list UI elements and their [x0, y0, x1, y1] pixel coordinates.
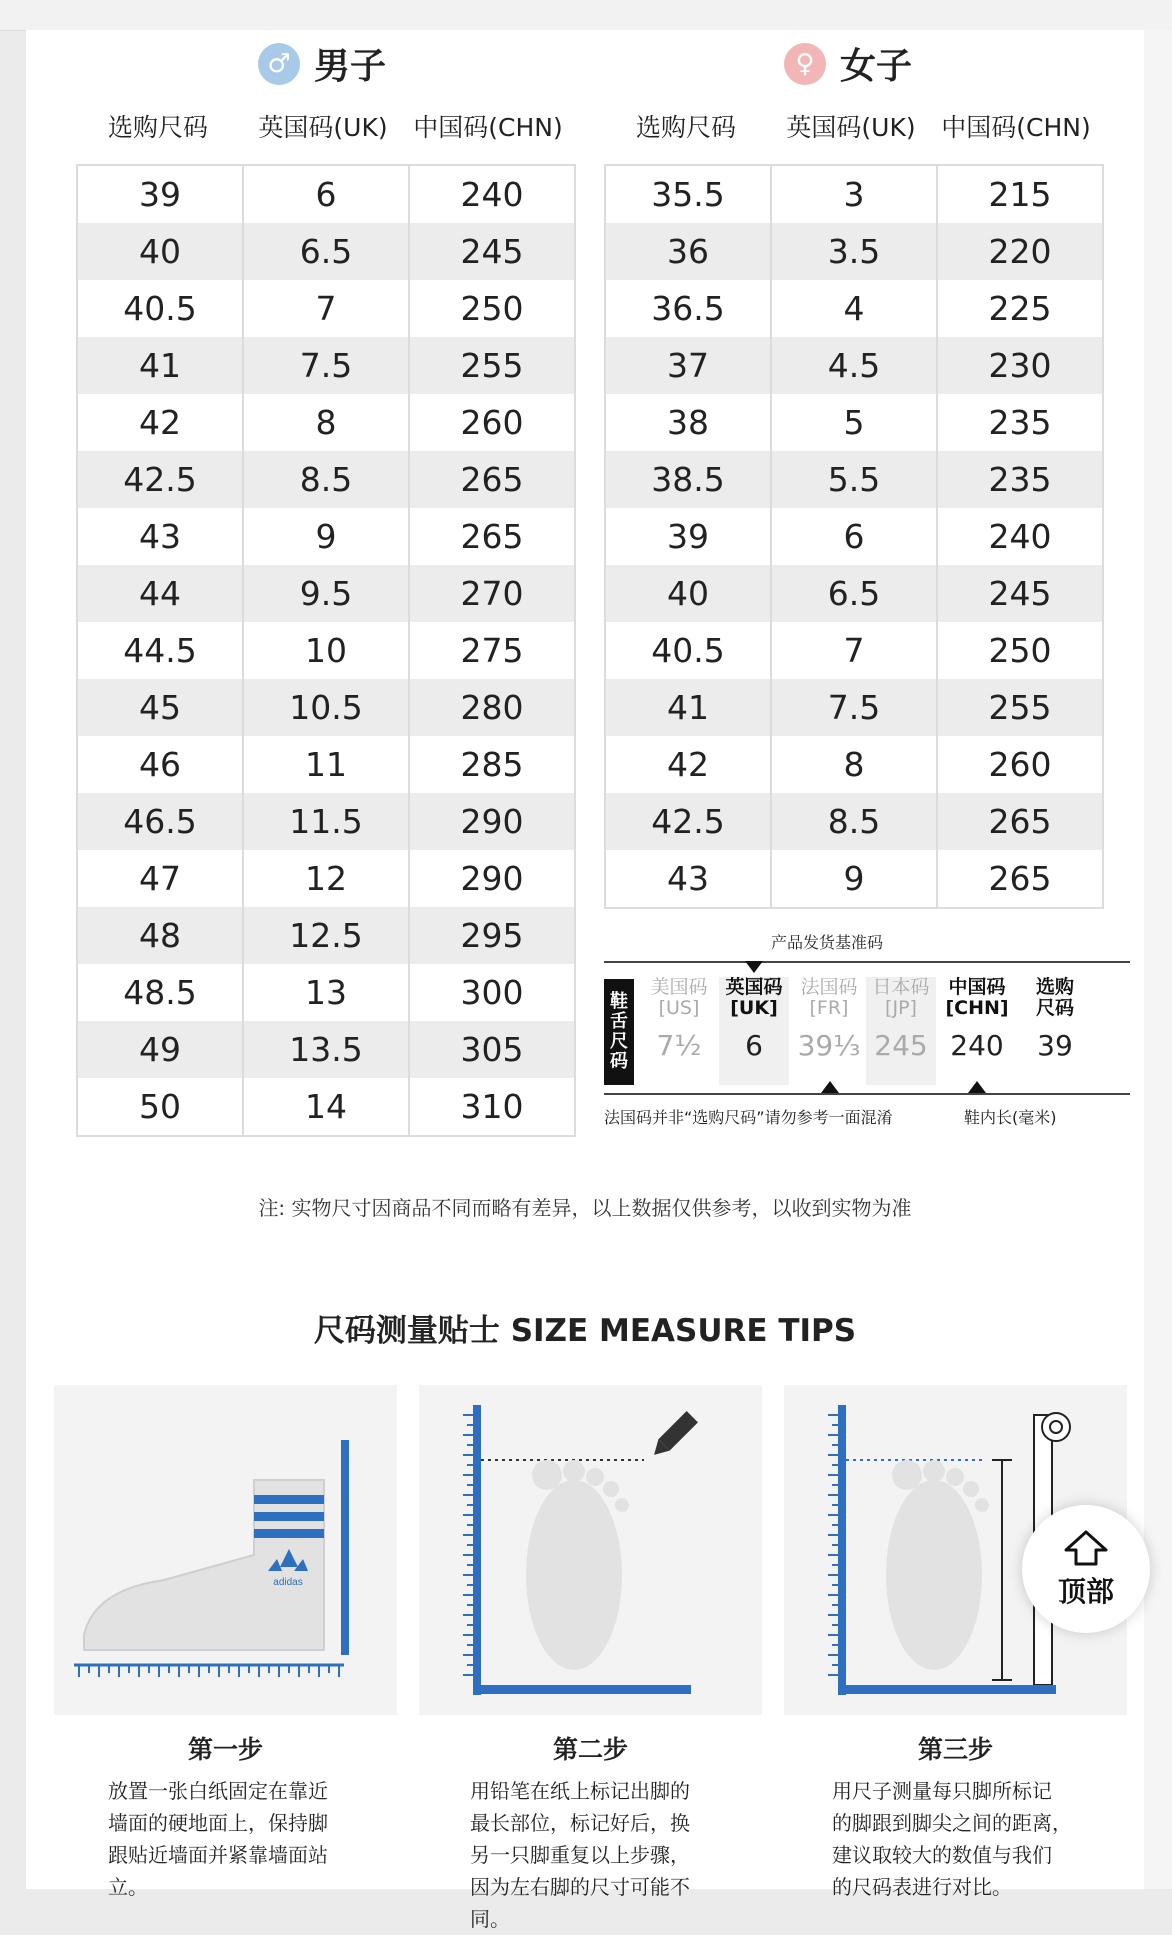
- table-cell: 7.5: [243, 337, 409, 394]
- table-cell: 9: [243, 508, 409, 565]
- label-note-fr: 法国码并非“选购尺码”请勿参考一面混淆: [604, 1108, 893, 1127]
- table-cell: 41: [77, 337, 243, 394]
- table-cell: 4.5: [771, 337, 937, 394]
- table-cell: 49: [77, 1021, 243, 1078]
- table-cell: 10.5: [243, 679, 409, 736]
- table-row: [77, 451, 575, 508]
- table-cell: 265: [409, 451, 575, 508]
- table-cell: 245: [409, 223, 575, 280]
- women-col-header: 英国码(UK): [786, 113, 916, 142]
- label-col-us: 美国码 [US] 7½: [650, 976, 708, 1062]
- table-cell: 5: [771, 394, 937, 451]
- table-cell: 41: [605, 679, 771, 736]
- table-row: [605, 793, 1103, 850]
- women-size-table: [604, 164, 1104, 909]
- women-col-header: 选购尺码: [635, 113, 736, 142]
- table-row: [605, 451, 1103, 508]
- table-row: [605, 736, 1103, 793]
- table-cell: 7.5: [771, 679, 937, 736]
- table-cell: 38: [605, 394, 771, 451]
- table-cell: 43: [605, 850, 771, 908]
- men-col-header: 中国码(CHN): [413, 113, 563, 142]
- table-cell: 3.5: [771, 223, 937, 280]
- men-size-table: [76, 164, 576, 1137]
- table-cell: 255: [409, 337, 575, 394]
- table-cell: 12.5: [243, 907, 409, 964]
- table-cell: 235: [988, 403, 1052, 442]
- label-col-jp: 日本码 [JP] 245: [866, 977, 936, 1085]
- table-cell: 39: [605, 508, 771, 565]
- table-row: [77, 223, 575, 280]
- table-row: [77, 1078, 575, 1136]
- tips-title: 尺码测量贴士 SIZE MEASURE TIPS: [313, 1313, 857, 1349]
- table-row: [77, 793, 575, 850]
- step-2-title: 第二步: [552, 1735, 628, 1764]
- table-cell: 48: [77, 907, 243, 964]
- table-row: [605, 850, 1103, 908]
- table-row: [605, 565, 1103, 622]
- table-cell: 250: [988, 631, 1052, 670]
- table-cell: 14: [243, 1078, 409, 1136]
- table-row: [605, 337, 1103, 394]
- table-row: [77, 508, 575, 565]
- men-col-header: 选购尺码: [107, 113, 208, 142]
- table-cell: 245: [937, 565, 1103, 622]
- table-cell: 220: [937, 223, 1103, 280]
- table-cell: 300: [460, 973, 524, 1012]
- table-cell: 6.5: [243, 223, 409, 280]
- table-cell: 285: [460, 745, 524, 784]
- table-cell: 45: [77, 679, 243, 736]
- table-cell: 215: [988, 175, 1052, 214]
- men-col-header: 英国码(UK): [258, 113, 388, 142]
- table-cell: 13: [243, 964, 409, 1021]
- table-cell: 35.5: [605, 165, 771, 223]
- women-title: 女子: [840, 46, 913, 87]
- step-2-illustration: [419, 1385, 762, 1715]
- table-row: [605, 508, 1103, 565]
- label-col-chn: 中国码 [CHN] 240: [945, 976, 1009, 1062]
- table-cell: 240: [460, 175, 524, 214]
- table-cell: 11: [243, 736, 409, 793]
- label-side-tag: 鞋 舌 尺 码: [604, 979, 634, 1085]
- foot-against-wall-icon: [54, 1385, 397, 1715]
- table-cell: 6: [771, 508, 937, 565]
- table-cell: 12: [243, 850, 409, 907]
- table-cell: 10: [243, 622, 409, 679]
- step-3-title: 第三步: [917, 1735, 993, 1764]
- men-column-headers: [76, 108, 570, 144]
- table-row: [605, 280, 1103, 337]
- table-cell: 36: [605, 223, 771, 280]
- table-cell: 250: [460, 289, 524, 328]
- table-cell: 40: [605, 565, 771, 622]
- sock-brand-text: adidas: [273, 1577, 303, 1588]
- chn-pointer-icon: [968, 1081, 986, 1093]
- table-cell: 46.5: [77, 793, 243, 850]
- label-title: 产品发货基准码: [770, 933, 883, 952]
- table-cell: 42: [77, 394, 243, 451]
- table-row: [77, 394, 575, 451]
- table-cell: 3: [771, 165, 937, 223]
- table-cell: 7: [771, 622, 937, 679]
- step-2-description: 用铅笔在纸上标记出脚的 最长部位，标记好后，换 另一只脚重复以上步骤， 因为左右脚的尺寸可能不 同。: [470, 1779, 690, 1931]
- mark-foot-pencil-icon: [419, 1385, 762, 1715]
- table-cell: 8.5: [243, 451, 409, 508]
- women-col-header: 中国码(CHN): [941, 113, 1091, 142]
- table-cell: 44.5: [77, 622, 243, 679]
- table-cell: 43: [77, 508, 243, 565]
- table-cell: 38.5: [605, 451, 771, 508]
- back-to-top-button[interactable]: [1022, 1505, 1150, 1633]
- table-cell: 50: [77, 1078, 243, 1136]
- size-guide-page: [26, 30, 1144, 1931]
- table-cell: 42.5: [605, 793, 771, 850]
- shoe-tongue-label: [604, 930, 1130, 1125]
- table-row: [605, 223, 1103, 280]
- table-cell: 230: [937, 337, 1103, 394]
- table-cell: 225: [988, 289, 1052, 328]
- table-cell: 260: [460, 403, 524, 442]
- table-cell: 310: [460, 1087, 524, 1126]
- label-col-uk: 英国码 [UK] 6: [719, 977, 789, 1085]
- table-cell: 260: [988, 745, 1052, 784]
- fr-pointer-icon: [821, 1081, 839, 1093]
- women-column-headers: [604, 108, 1098, 144]
- table-cell: 13.5: [243, 1021, 409, 1078]
- label-notes: [604, 1095, 1130, 1125]
- table-cell: 240: [988, 517, 1052, 556]
- table-cell: 290: [460, 859, 524, 898]
- table-row: [77, 907, 575, 964]
- disclaimer-note: 注: 实物尺寸因商品不同而略有差异，以上数据仅供参考，以收到实物为准: [258, 1196, 912, 1220]
- table-cell: 8.5: [771, 793, 937, 850]
- label-main: [604, 961, 1130, 1095]
- table-cell: 255: [937, 679, 1103, 736]
- table-row: [77, 622, 575, 679]
- table-row: [77, 565, 575, 622]
- table-cell: 235: [937, 451, 1103, 508]
- table-row: [77, 165, 575, 223]
- table-cell: 6: [243, 165, 409, 223]
- table-cell: 36.5: [605, 280, 771, 337]
- table-cell: 265: [937, 793, 1103, 850]
- men-header: [258, 38, 386, 89]
- table-row: [77, 679, 575, 736]
- uk-pointer-icon: [745, 961, 763, 973]
- table-cell: 275: [460, 631, 524, 670]
- women-header: [784, 38, 912, 89]
- table-cell: 37: [605, 337, 771, 394]
- table-row: [605, 679, 1103, 736]
- label-col-fr: 法国码 [FR] 39⅓: [797, 976, 861, 1062]
- up-arrow-icon: [1062, 1528, 1110, 1568]
- table-row: [77, 280, 575, 337]
- table-cell: 7: [243, 280, 409, 337]
- table-cell: 48.5: [77, 964, 243, 1021]
- table-cell: 280: [409, 679, 575, 736]
- step-1-illustration: [54, 1385, 397, 1715]
- table-cell: 265: [460, 517, 524, 556]
- table-cell: 8: [771, 736, 937, 793]
- table-cell: 8: [243, 394, 409, 451]
- table-row: [605, 394, 1103, 451]
- table-cell: 46: [77, 736, 243, 793]
- male-icon: ♂: [258, 43, 300, 85]
- table-cell: 11.5: [243, 793, 409, 850]
- table-cell: 305: [409, 1021, 575, 1078]
- table-row: [605, 165, 1103, 223]
- table-cell: 44: [77, 565, 243, 622]
- table-cell: 270: [409, 565, 575, 622]
- table-cell: 5.5: [771, 451, 937, 508]
- step-1-title: 第一步: [187, 1735, 263, 1764]
- table-row: [77, 850, 575, 907]
- table-cell: 290: [409, 793, 575, 850]
- back-to-top-label: 顶部: [1057, 1575, 1114, 1608]
- browser-top-bar: [0, 0, 1172, 31]
- table-row: [77, 964, 575, 1021]
- table-cell: 9: [771, 850, 937, 908]
- table-cell: 4: [771, 280, 937, 337]
- table-cell: 265: [988, 859, 1052, 898]
- table-row: [77, 1021, 575, 1078]
- female-icon: ♀: [784, 43, 826, 85]
- table-cell: 40.5: [605, 622, 771, 679]
- table-cell: 295: [409, 907, 575, 964]
- table-row: [77, 736, 575, 793]
- step-3-description: 用尺子测量每只脚所标记 的脚跟到脚尖之间的距离， 建议取较大的数值与我们 的尺码表进行对比。: [832, 1779, 1072, 1899]
- men-title: 男子: [314, 46, 387, 87]
- label-col-select: 选购 尺码 39: [1035, 976, 1074, 1062]
- scroll-gutter: [1144, 30, 1172, 1889]
- table-cell: 47: [77, 850, 243, 907]
- label-note-chn: 鞋内长(毫米): [964, 1108, 1057, 1127]
- table-row: [77, 337, 575, 394]
- table-cell: 9.5: [243, 565, 409, 622]
- table-row: [605, 622, 1103, 679]
- table-cell: 40: [77, 223, 243, 280]
- table-cell: 39: [77, 165, 243, 223]
- table-cell: 6.5: [771, 565, 937, 622]
- table-cell: 42.5: [77, 451, 243, 508]
- table-cell: 42: [605, 736, 771, 793]
- table-cell: 40.5: [77, 280, 243, 337]
- step-1-description: 放置一张白纸固定在靠近 墙面的硬地面上，保持脚 跟贴近墙面并紧靠墙面站 立。: [108, 1779, 328, 1899]
